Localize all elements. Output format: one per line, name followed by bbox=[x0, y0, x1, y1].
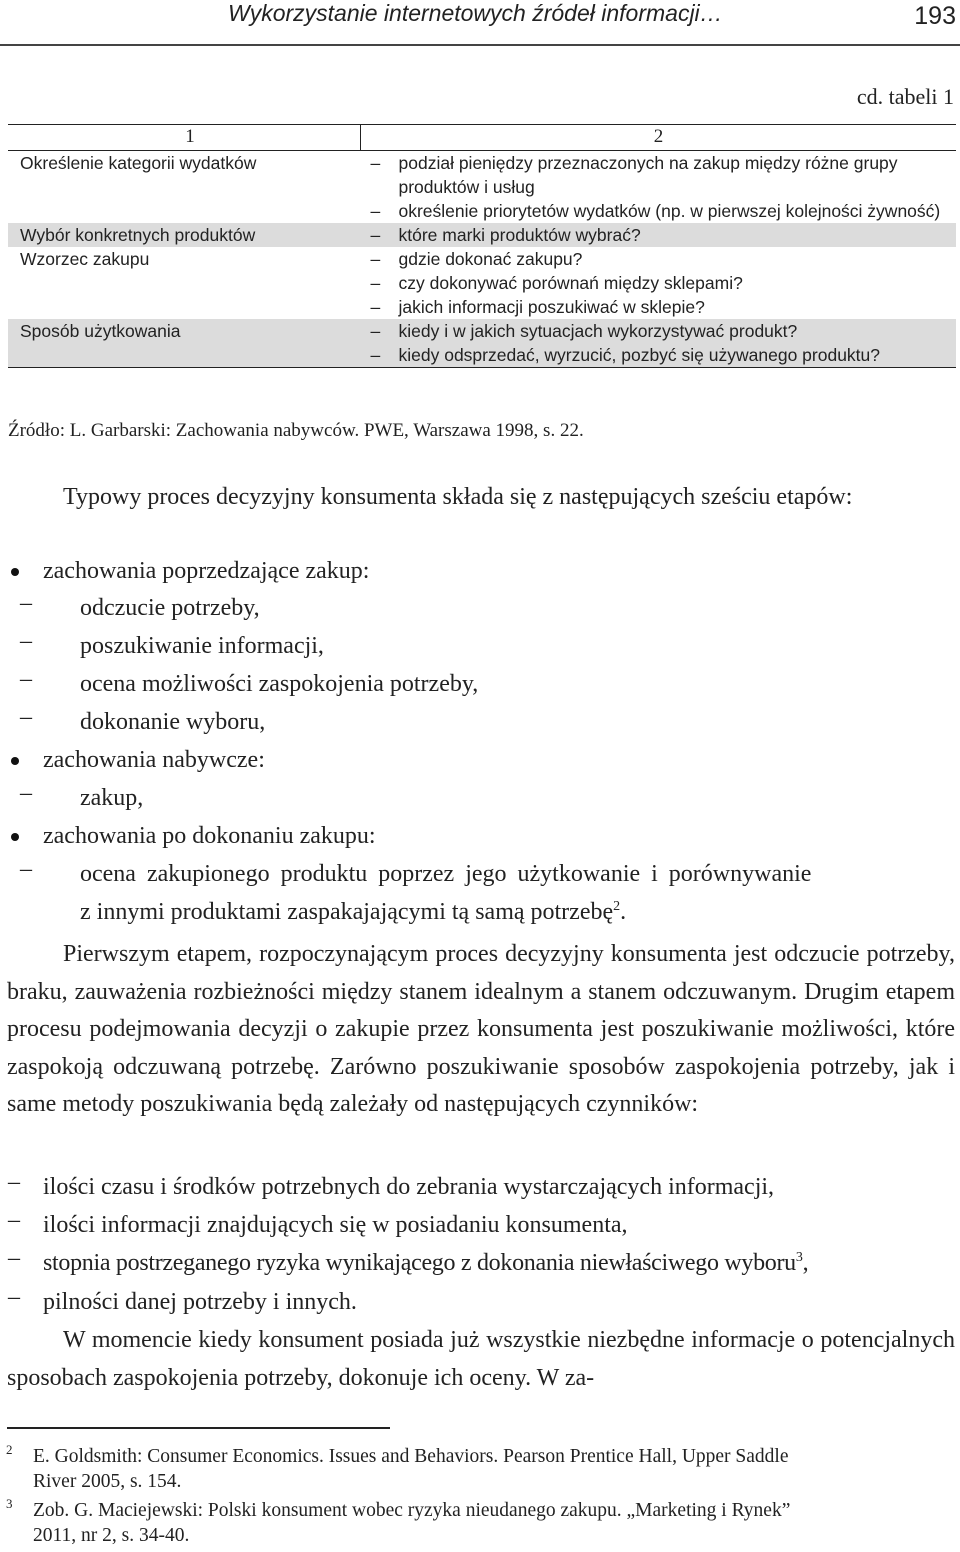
bullet-icon bbox=[11, 833, 19, 841]
bullet-icon bbox=[11, 568, 19, 576]
bullet-icon bbox=[11, 757, 19, 765]
stage-item: ocena możliwości zaspokojenia potrzeby, bbox=[80, 671, 479, 697]
dash-icon: – bbox=[20, 628, 32, 654]
footnote-divider bbox=[7, 1427, 390, 1429]
dash-icon: – bbox=[20, 666, 32, 692]
footnote-line: 2011, nr 2, s. 34-40. bbox=[33, 1525, 190, 1546]
row-label: Określenie kategorii wydatków bbox=[20, 153, 257, 173]
page-number: 193 bbox=[914, 2, 956, 30]
body-paragraph: W momencie kiedy konsument posiada już wszystkie niezbędne informacje o potencjalnych sposobach zaspokojenia potrzeby, dokonuje ich oceny. W za- bbox=[7, 1327, 955, 1391]
row-item: – określenie priorytetów wydatków (np. w pierwszej kolejności żywność) bbox=[361, 199, 957, 223]
footnote-line: Zob. G. Maciejewski: Polski konsument wobec ryzyka nieudanego zakupu. „Marketing i Rynek” bbox=[33, 1500, 791, 1521]
factor-item: ilości czasu i środków potrzebnych do zebrania wystarczających informacji, bbox=[43, 1174, 775, 1200]
stage-heading: zachowania poprzedzające zakup: bbox=[43, 558, 370, 584]
stage-item: ocena zakupionego produktu poprzez jego użytkowanie i porównywanie bbox=[80, 861, 812, 887]
dash-icon: – bbox=[20, 856, 32, 882]
intro-paragraph: Typowy proces decyzyjny konsumenta składa się z następujących sześciu etapów: bbox=[63, 484, 853, 510]
dash-icon: – bbox=[8, 1207, 20, 1233]
table-row bbox=[8, 223, 956, 247]
table-header-col1: 1 bbox=[8, 125, 361, 151]
dash-icon: – bbox=[20, 590, 32, 616]
stage-item: dokonanie wyboru, bbox=[80, 709, 266, 735]
footnote-number: 3 bbox=[6, 1496, 13, 1511]
row-item: – czy dokonywać porównań między sklepami? bbox=[361, 271, 957, 295]
row-label: Wzorzec zakupu bbox=[20, 249, 150, 269]
factor-item bbox=[43, 1245, 808, 1283]
body-paragraph: Pierwszym etapem, rozpoczynającym proces decyzyjny konsumenta jest odczucie potrzeby, braku, zauważenia rozbieżności między stanem idealnym a stanem odczuwanym. Drugim etapem procesu podejmowania decyzji o zakupie przez konsumenta jest poszukiwanie możliwości, które zaspokoją odczuwaną potrzebę. Zarówno poszukiwanie sposobów zaspokojenia potrzeby, jak i same metody poszukiwania będą zależały od następujących czynników: bbox=[7, 941, 955, 1117]
dash-icon: – bbox=[8, 1284, 20, 1310]
purchase-behavior-table bbox=[8, 124, 956, 368]
dash-icon: – bbox=[8, 1169, 20, 1195]
factor-end: , bbox=[802, 1250, 809, 1276]
row-label: Wybór konkretnych produktów bbox=[20, 225, 256, 245]
table-row bbox=[8, 247, 956, 319]
table-source: Źródło: L. Garbarski: Zachowania nabywców. PWE, Warszawa 1998, s. 22. bbox=[8, 420, 584, 441]
running-header bbox=[0, 0, 960, 46]
stage-item-text: z innymi produktami zaspakajającymi tą samą potrzebę bbox=[80, 899, 614, 925]
factor-item: pilności danej potrzeby i innych. bbox=[43, 1289, 357, 1315]
stage-item-end: . bbox=[620, 899, 627, 925]
running-title: Wykorzystanie internetowych źródeł informacji… bbox=[228, 0, 723, 26]
row-item: – podział pieniędzy przeznaczonych na zakup między różne grupy produktów i usług bbox=[361, 151, 957, 199]
table-row bbox=[8, 151, 956, 224]
footnote-number: 2 bbox=[6, 1442, 13, 1457]
footnote-line: E. Goldsmith: Consumer Economics. Issues and Behaviors. Pearson Prentice Hall, Upper Saddle bbox=[33, 1446, 789, 1467]
row-item: – które marki produktów wybrać? bbox=[361, 223, 957, 247]
footnote-ref: 2 bbox=[613, 899, 621, 914]
footnote bbox=[33, 1498, 957, 1548]
factor-text: stopnia postrzeganego ryzyka wynikającego z dokonania niewłaściwego wyboru bbox=[43, 1250, 796, 1276]
row-label: Sposób użytkowania bbox=[8, 319, 361, 368]
stage-item: poszukiwanie informacji, bbox=[80, 633, 324, 659]
footnote-line: River 2005, s. 154. bbox=[33, 1471, 182, 1492]
dash-icon: – bbox=[20, 704, 32, 730]
stage-heading: zachowania po dokonaniu zakupu: bbox=[43, 823, 376, 849]
dash-icon: – bbox=[20, 780, 32, 806]
row-item: – gdzie dokonać zakupu? bbox=[361, 247, 957, 271]
row-item: – jakich informacji poszukiwać w sklepie? bbox=[361, 295, 957, 319]
factor-item: ilości informacji znajdujących się w posiadaniu konsumenta, bbox=[43, 1212, 628, 1238]
row-item: – kiedy i w jakich sytuacjach wykorzystywać produkt? bbox=[361, 319, 957, 343]
table-header-row bbox=[8, 125, 956, 151]
stage-item: zakup, bbox=[80, 785, 144, 811]
stage-item-continued bbox=[80, 894, 626, 932]
row-item: – kiedy odsprzedać, wyrzucić, pozbyć się używanego produktu? bbox=[361, 343, 957, 367]
table-row bbox=[8, 319, 956, 368]
table-continuation-note: cd. tabeli 1 bbox=[856, 84, 954, 109]
stage-heading: zachowania nabywcze: bbox=[43, 747, 265, 773]
footnote bbox=[33, 1444, 957, 1494]
stage-item: odczucie potrzeby, bbox=[80, 595, 260, 621]
footnote-ref: 3 bbox=[795, 1250, 803, 1265]
dash-icon: – bbox=[8, 1245, 20, 1271]
table-header-col2: 2 bbox=[361, 125, 957, 151]
